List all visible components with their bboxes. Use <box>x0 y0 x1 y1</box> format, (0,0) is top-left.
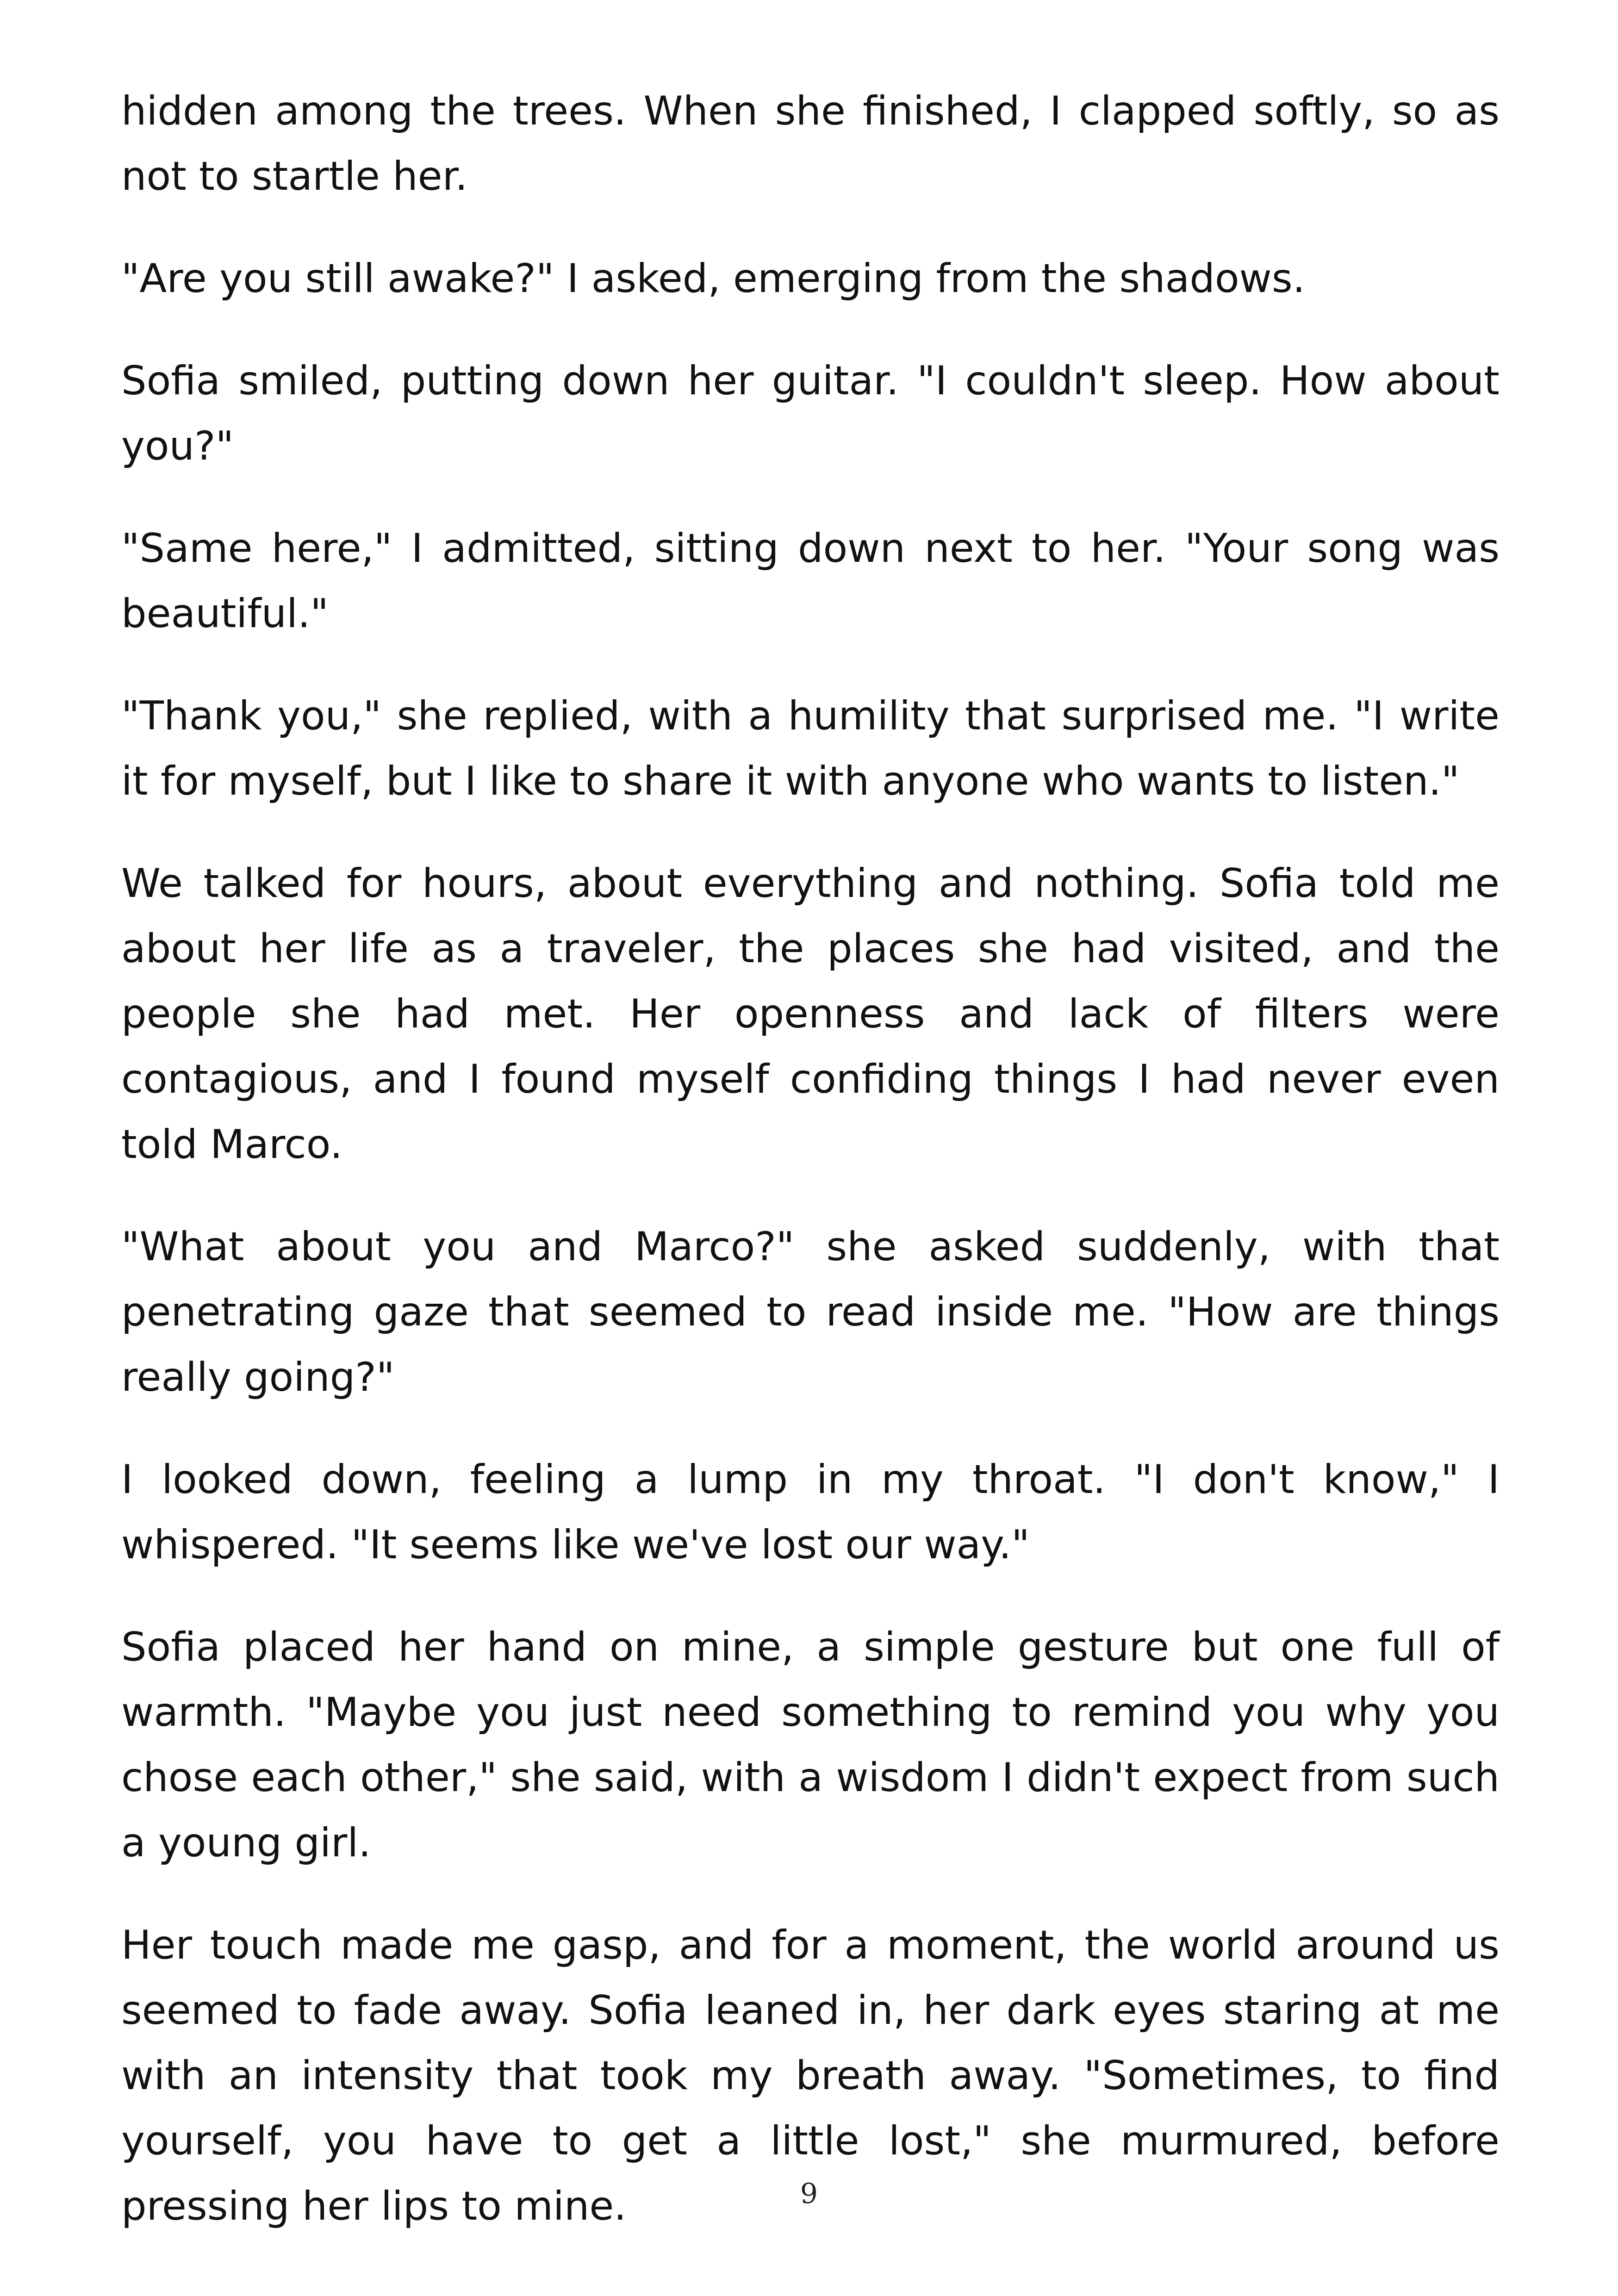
paragraph-1: hidden among the trees. When she finished, I clapped softly, so as not to startle her. <box>121 88 1500 199</box>
paragraph-7: "What about you and Marco?" she asked suddenly, with that penetrating gaze that seemed to read inside me. "How are things really going?" <box>121 1224 1500 1400</box>
page-number: 9 <box>800 2178 818 2210</box>
paragraph-9: Sofia placed her hand on mine, a simple gesture but one full of warmth. "Maybe you just need something to remind you why you chose each other," she said, with a wisdom I didn't expect from such a young girl. <box>121 1624 1500 1866</box>
paragraph-4: "Same here," I admitted, sitting down next to her. "Your song was beautiful." <box>121 525 1500 637</box>
paragraph-2: "Are you still awake?" I asked, emerging from the shadows. <box>121 255 1306 302</box>
paragraph-5: "Thank you," she replied, with a humility that surprised me. "I write it for myself, but I like to share it with anyone who wants to listen." <box>121 693 1500 804</box>
page-body <box>121 79 1500 2276</box>
paragraph-8: I looked down, feeling a lump in my throat. "I don't know," I whispered. "It seems like we've lost our way." <box>121 1456 1500 1568</box>
paragraph-10: Her touch made me gasp, and for a moment, the world around us seemed to fade away. Sofia leaned in, her dark eyes staring at me with an intensity that took my breath away. "Sometimes, to find yourself, you have to get a little lost," she murmured, before pressing her lips to mine. <box>121 1922 1500 2229</box>
paragraph-6: We talked for hours, about everything and nothing. Sofia told me about her life as a traveler, the places she had visited, and the people she had met. Her openness and lack of filters were contagious, and I found myself confiding things I had never even told Marco. <box>121 860 1500 1168</box>
paragraph-3: Sofia smiled, putting down her guitar. "I couldn't sleep. How about you?" <box>121 358 1500 469</box>
